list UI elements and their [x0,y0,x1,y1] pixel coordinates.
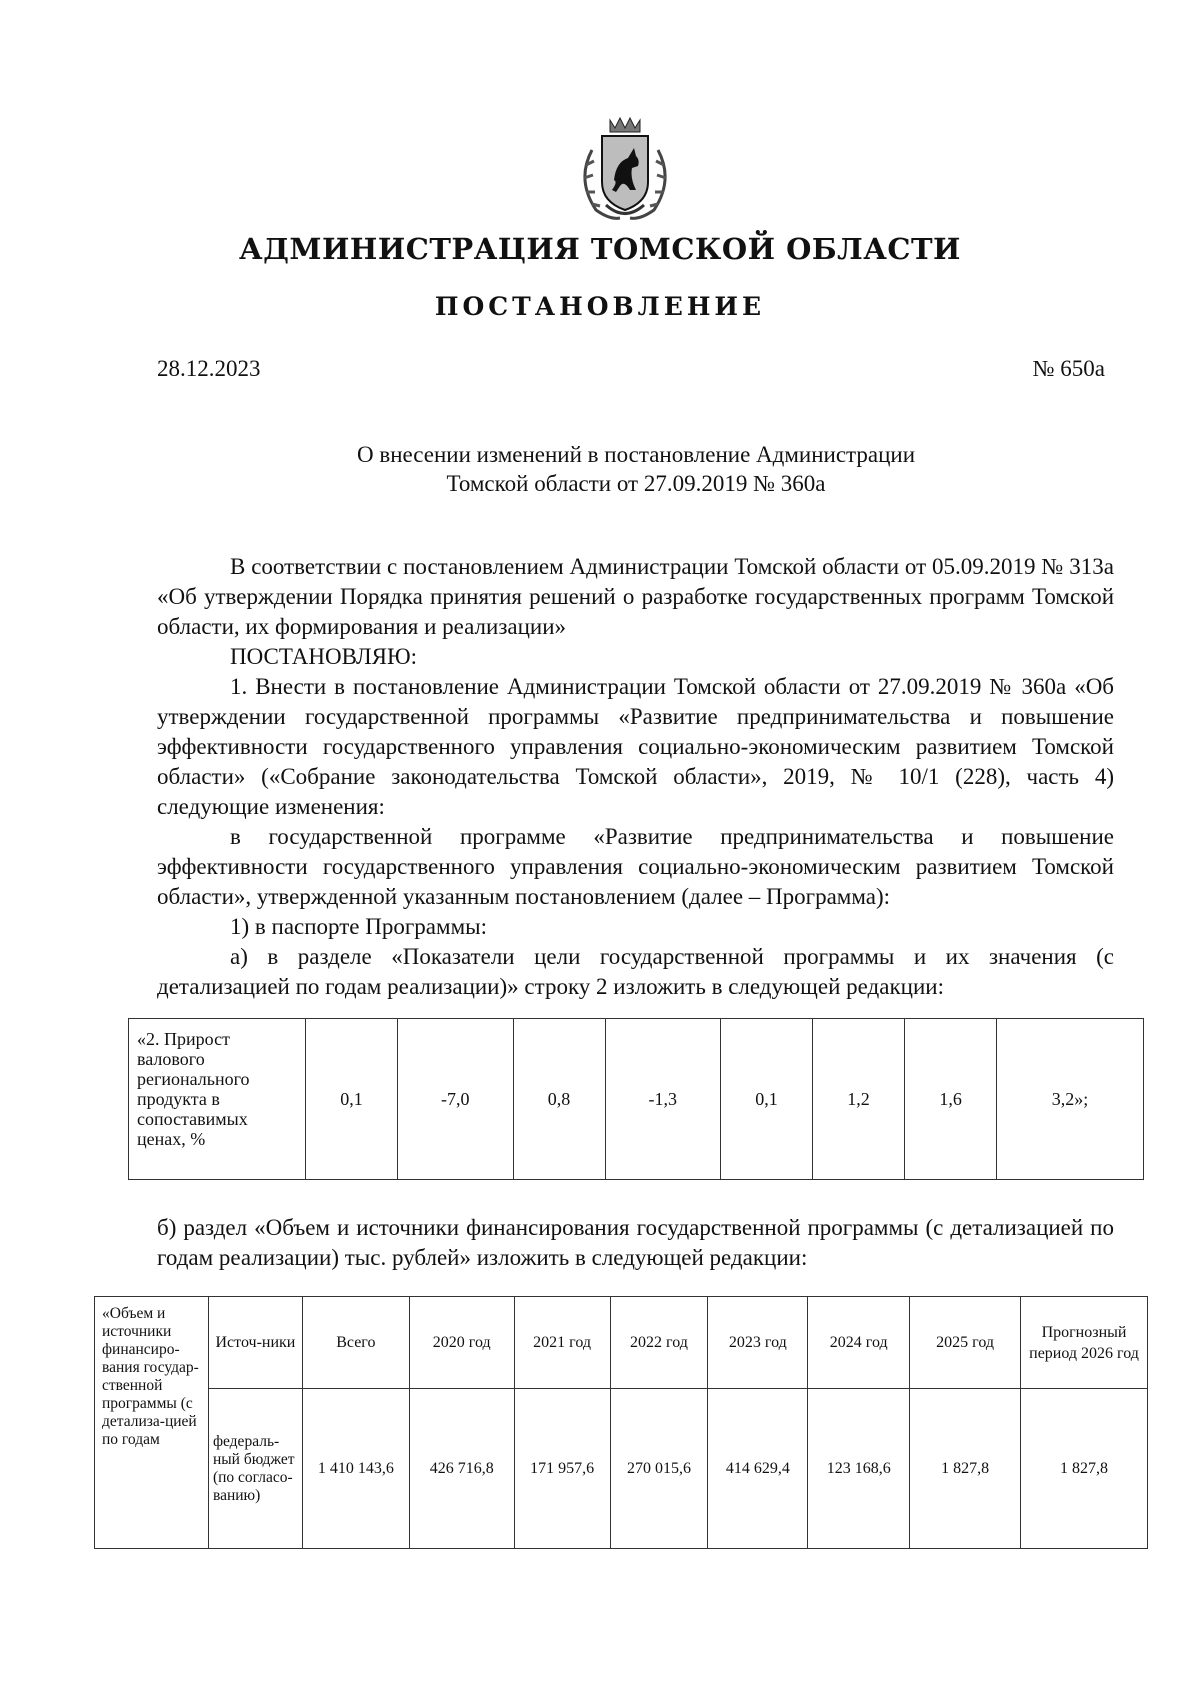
value-cell: 1,6 [905,1019,997,1180]
value-cell: 270 015,6 [610,1389,708,1549]
header-cell: Всего [302,1297,409,1389]
document-number: № 650а [1032,356,1105,381]
value-cell: 1 827,8 [910,1389,1021,1549]
preamble-paragraph: В соответствии с постановлением Администрации Томской области от 05.09.2019 № 313а «Об утверждении Порядка принятия решений о разработке государственных программ Томской области, их формирования и реализации» [157,554,1114,639]
value-cell: 1 827,8 [1021,1389,1148,1549]
value-cell: -7,0 [398,1019,514,1180]
value-cell: 1,2 [813,1019,905,1180]
header-cell: 2025 год [910,1297,1021,1389]
header-cell: 2023 год [708,1297,808,1389]
value-cell: 414 629,4 [708,1389,808,1549]
document-subject [157,440,1115,498]
financing-table [94,1296,1148,1549]
value-cell: 0,1 [306,1019,398,1180]
header-cell: 2020 год [409,1297,514,1389]
document-body [157,552,1114,1002]
value-cell: 0,8 [513,1019,605,1180]
table-header-row [95,1297,1148,1389]
indicator-label-cell: «2. Прирост валового регионального продукта в сопоставимых ценах, % [129,1019,306,1180]
value-cell: 171 957,6 [514,1389,610,1549]
table-row [129,1019,1144,1180]
subject-line-2: Томской области от 27.09.2019 № 360а [446,471,826,496]
organization-title: АДМИНИСТРАЦИЯ ТОМСКОЙ ОБЛАСТИ [239,232,961,266]
header-cell: 2021 год [514,1297,610,1389]
indicator-table [128,1018,1144,1180]
value-cell: 426 716,8 [409,1389,514,1549]
value-cell: 3,2»; [997,1019,1144,1180]
subject-line-1: О внесении изменений в постановление Администрации [356,442,916,467]
document-type: ПОСТАНОВЛЕНИЕ [434,292,766,321]
resolution-keyword: ПОСТАНОВЛЯЮ: [230,644,418,669]
financing-label-cell: «Объем и источники финансиро-вания государ-ственной программы (с детализа-цией по годам [95,1297,209,1549]
header-cell: 2024 год [808,1297,910,1389]
header-cell: Источ-ники [208,1297,302,1389]
clause-1-paragraph: 1. Внести в постановление Администрации Томской области от 27.09.2019 № 360а «Об утверждении государственной программы «Развитие предпринимательства и повышение эффективности государственного управления социально-экономическим развитием Томской области» («Собрание законодательства Томской области», 2019, № 10/1 (228), часть 4) следующие изменения: [157,674,1114,819]
value-cell: 0,1 [721,1019,813,1180]
header-cell: Прогнозный период 2026 год [1021,1297,1148,1389]
header-cell: 2022 год [610,1297,708,1389]
document-date: 28.12.2023 [157,356,261,381]
value-cell: 123 168,6 [808,1389,910,1549]
passport-paragraph: 1) в паспорте Программы: [230,914,487,939]
source-cell: федераль-ный бюджет (по согласо-ванию) [208,1389,302,1549]
table-row [95,1389,1148,1549]
program-paragraph: в государственной программе «Развитие предпринимательства и повышение эффективности государственного управления социально-экономическим развитием Томской области», утвержденной указанным постановлением (далее – Программа): [157,824,1114,909]
section-b-paragraph: б) раздел «Объем и источники финансирования государственной программы (с детализацией по годам реализации) тыс. рублей» изложить в следующей редакции: [157,1215,1114,1270]
section-a-paragraph: а) в разделе «Показатели цели государственной программы и их значения (с детализацией по годам реализации)» строку 2 изложить в следующей редакции: [157,944,1114,999]
value-cell: -1,3 [605,1019,721,1180]
value-cell: 1 410 143,6 [302,1389,409,1549]
coat-of-arms-icon [570,110,680,225]
